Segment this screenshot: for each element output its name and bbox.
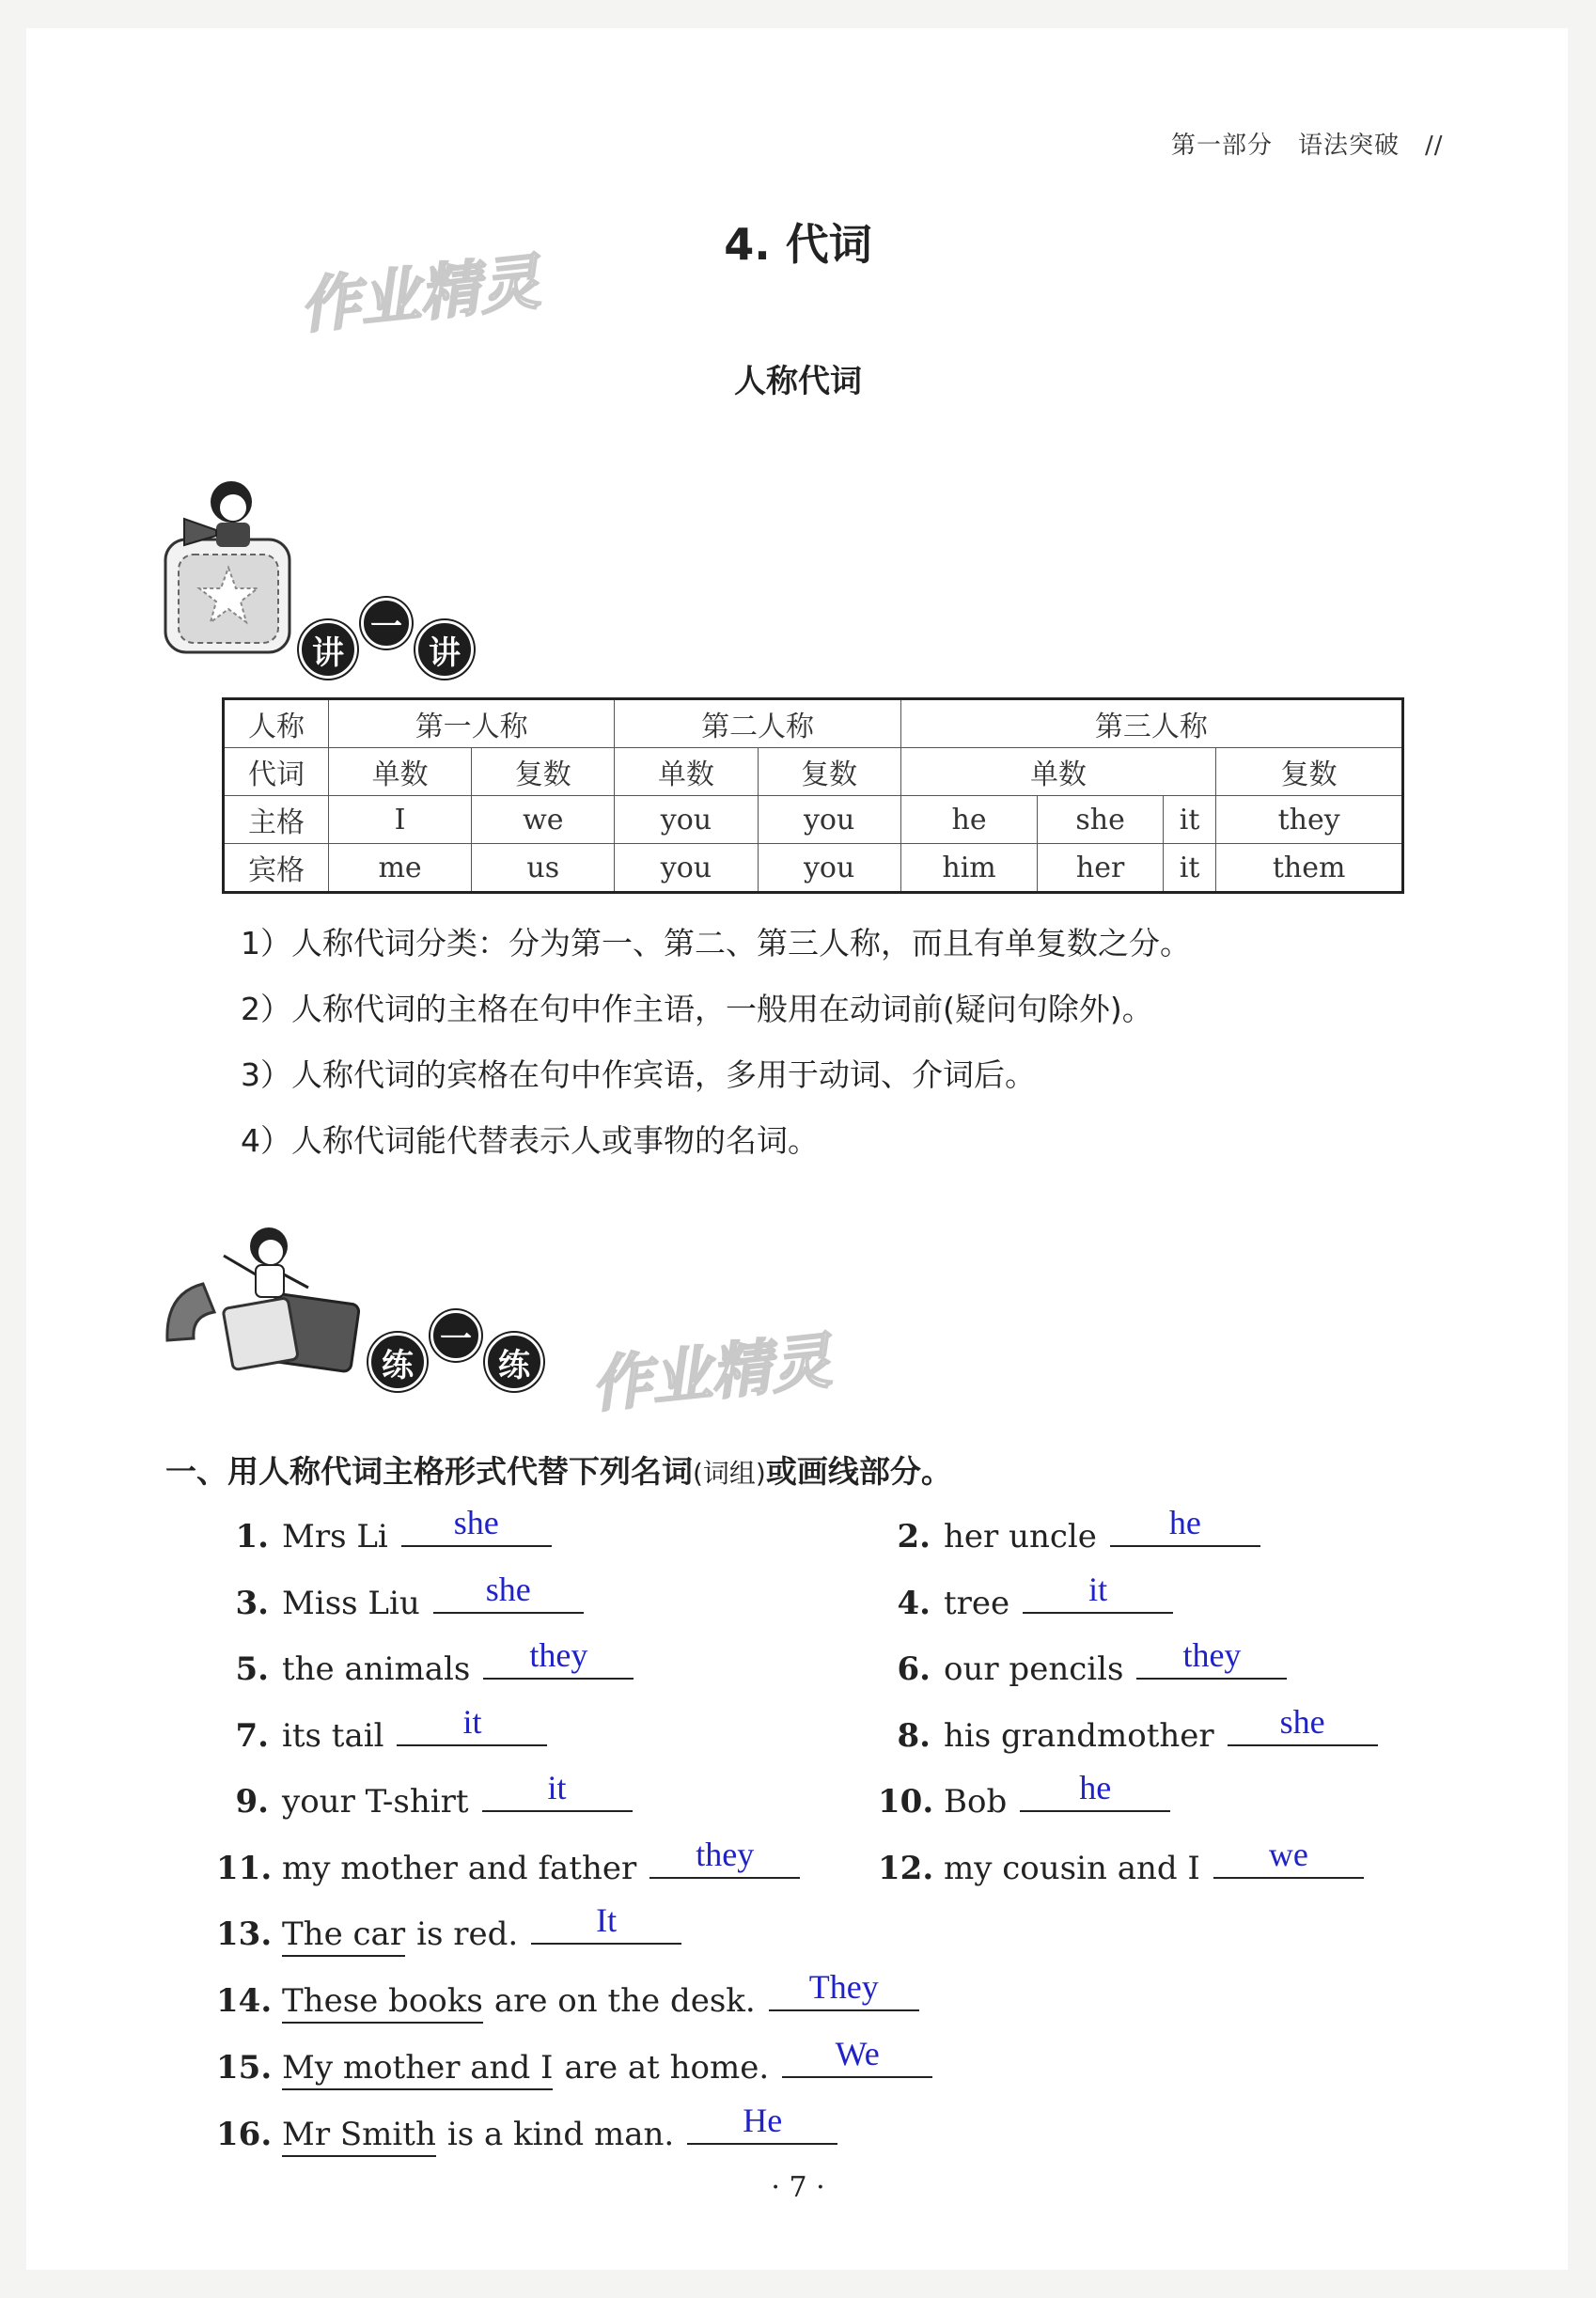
item-number: 1. [235, 1518, 269, 1555]
item-number: 16. [216, 2116, 273, 2153]
girl-megaphone-illustration [158, 476, 318, 664]
handwritten-answer: we [1268, 1836, 1308, 1873]
item-number: 10. [878, 1783, 934, 1821]
handwritten-answer: they [696, 1836, 755, 1873]
item-prompt: the animals [282, 1650, 471, 1688]
learn-badge [299, 598, 474, 679]
handwritten-answer: they [529, 1636, 588, 1674]
answer-blank[interactable] [1023, 1571, 1173, 1614]
exercise-item [878, 1504, 1260, 1555]
exercise-item [216, 1769, 633, 1821]
handwritten-answer: They [808, 1968, 879, 2006]
item-number: 12. [878, 1850, 934, 1887]
table-cell: me [329, 844, 472, 893]
number-header: 复数 [1216, 748, 1403, 796]
item-number: 7. [235, 1717, 269, 1755]
item-number: 9. [235, 1783, 269, 1821]
exercise-item [216, 1901, 681, 1953]
heading-paren: (词组) [693, 1458, 766, 1489]
number-header: 单数 [900, 748, 1216, 796]
page-number: · 7 · [771, 2171, 825, 2204]
item-prompt: your T-shirt [282, 1783, 469, 1821]
exercise-item [216, 2102, 837, 2153]
handwritten-answer: it [462, 1703, 482, 1741]
answer-blank[interactable] [687, 2102, 837, 2145]
answer-blank[interactable] [649, 1836, 800, 1879]
underlined-phrase: These books [282, 1980, 483, 2024]
exercise-item [216, 2035, 932, 2087]
badge-char: 讲 [415, 620, 474, 679]
exercise-item [878, 1571, 1173, 1622]
handwritten-answer: he [1168, 1504, 1201, 1541]
exercise-item [878, 1636, 1287, 1688]
item-prompt: tree [944, 1585, 1010, 1622]
table-cell: you [615, 844, 758, 893]
sentence-rest: is a kind man. [446, 2116, 675, 2153]
table-row [224, 748, 1403, 796]
person-header: 第二人称 [615, 699, 900, 748]
item-number: 15. [216, 2049, 273, 2087]
handwritten-answer: It [596, 1901, 618, 1939]
rule-note: 4）人称代词能代替表示人或事物的名词。 [241, 1122, 819, 1159]
item-prompt: our pencils [944, 1650, 1124, 1688]
underlined-phrase: The car [282, 1914, 405, 1957]
exercise-item [216, 1571, 584, 1622]
table-cell: her [1038, 844, 1163, 893]
badge-char: 一 [430, 1310, 481, 1361]
item-prompt: my cousin and I [944, 1850, 1200, 1887]
answer-blank[interactable] [782, 2035, 932, 2078]
number-header: 复数 [472, 748, 615, 796]
person-header: 第一人称 [329, 699, 615, 748]
answer-blank[interactable] [769, 1968, 919, 2011]
exercise-item [216, 1504, 552, 1555]
table-cell: them [1216, 844, 1403, 893]
watermark-logo: 作业精灵 [587, 1326, 835, 1422]
handwritten-answer: she [453, 1504, 499, 1541]
rule-note: 1）人称代词分类：分为第一、第二、第三人称，而且有单复数之分。 [241, 925, 1191, 961]
table-row [224, 699, 1403, 748]
item-prompt: Bob [944, 1783, 1008, 1821]
handwritten-answer: it [1088, 1571, 1108, 1608]
practice-badge [368, 1310, 543, 1391]
number-header: 单数 [329, 748, 472, 796]
answer-blank[interactable] [1136, 1636, 1287, 1680]
table-cell: it [1163, 844, 1216, 893]
sentence-rest: are at home. [564, 2049, 770, 2087]
item-number: 11. [216, 1850, 273, 1887]
table-cell: we [472, 796, 615, 844]
person-header: 第三人称 [900, 699, 1402, 748]
answer-blank[interactable] [1228, 1703, 1378, 1746]
page-title: 4. 代词 [724, 219, 872, 270]
handwritten-answer: she [485, 1571, 531, 1608]
rule-note: 2）人称代词的主格在句中作主语，一般用在动词前(疑问句除外)。 [241, 991, 1153, 1027]
exercise-item [216, 1703, 547, 1755]
item-prompt: Mrs Li [282, 1518, 388, 1555]
answer-blank[interactable] [1110, 1504, 1260, 1547]
number-header: 单数 [615, 748, 758, 796]
badge-char: 练 [485, 1333, 543, 1391]
answer-blank[interactable] [531, 1901, 681, 1945]
pronoun-table [222, 697, 1404, 894]
heading-text: 一、用人称代词主格形式代替下列名词 [165, 1453, 693, 1490]
table-cell: it [1163, 796, 1216, 844]
heading-tail: 或画线部分。 [765, 1453, 952, 1490]
item-number: 2. [897, 1518, 931, 1555]
exercise-item [878, 1836, 1364, 1887]
handwritten-answer: they [1182, 1636, 1242, 1674]
exercise-item [216, 1636, 634, 1688]
item-number: 6. [897, 1650, 931, 1688]
running-header: 第一部分 语法突破 // [1171, 132, 1444, 160]
item-prompt: Miss Liu [282, 1585, 420, 1622]
watermark-logo: 作业精灵 [296, 247, 543, 343]
exercise-item [216, 1836, 800, 1887]
handwritten-answer: He [743, 2102, 783, 2139]
rule-note: 3）人称代词的宾格在句中作宾语，多用于动词、介词后。 [241, 1056, 1036, 1093]
answer-blank[interactable] [483, 1636, 634, 1680]
number-header: 复数 [758, 748, 900, 796]
underlined-phrase: My mother and I [282, 2047, 553, 2090]
table-cell: he [900, 796, 1038, 844]
item-number: 13. [216, 1915, 273, 1953]
table-cell: you [758, 796, 900, 844]
table-cell: she [1038, 796, 1163, 844]
row-header: 宾格 [224, 844, 329, 893]
item-number: 4. [897, 1585, 931, 1622]
table-cell: I [329, 796, 472, 844]
exercise-heading [165, 1447, 952, 1492]
handwritten-answer: We [835, 2035, 880, 2072]
handwritten-answer: he [1079, 1769, 1112, 1806]
table-cell: you [615, 796, 758, 844]
answer-blank[interactable] [482, 1769, 633, 1812]
item-prompt: his grandmother [944, 1717, 1214, 1755]
table-cell: him [900, 844, 1038, 893]
table-cell: you [758, 844, 900, 893]
exercise-item [878, 1769, 1170, 1821]
handwritten-answer: it [547, 1769, 567, 1806]
answer-blank[interactable] [1213, 1836, 1364, 1879]
item-prompt: her uncle [944, 1518, 1097, 1555]
exercise-item [216, 1968, 919, 2020]
row-header: 代词 [224, 748, 329, 796]
table-row [224, 844, 1403, 893]
row-header: 主格 [224, 796, 329, 844]
girl-books-illustration [158, 1218, 374, 1378]
item-number: 3. [235, 1585, 269, 1622]
answer-blank[interactable] [1020, 1769, 1170, 1812]
item-prompt: my mother and father [282, 1850, 637, 1887]
item-prompt: its tail [282, 1717, 384, 1755]
answer-blank[interactable] [401, 1504, 552, 1547]
badge-char: 讲 [299, 620, 357, 679]
item-number: 5. [235, 1650, 269, 1688]
answer-blank[interactable] [433, 1571, 584, 1614]
badge-char: 一 [361, 598, 412, 649]
item-number: 14. [216, 1982, 273, 2020]
badge-char: 练 [368, 1333, 427, 1391]
table-cell: us [472, 844, 615, 893]
table-cell: they [1216, 796, 1403, 844]
sentence-rest: is red. [416, 1915, 519, 1953]
row-header: 人称 [224, 699, 329, 748]
item-number: 8. [897, 1717, 931, 1755]
section-subtitle: 人称代词 [734, 363, 862, 400]
exercise-item [878, 1703, 1378, 1755]
answer-blank[interactable] [397, 1703, 547, 1746]
underlined-phrase: Mr Smith [282, 2114, 436, 2157]
table-row [224, 796, 1403, 844]
handwritten-answer: she [1279, 1703, 1325, 1741]
sentence-rest: are on the desk. [493, 1982, 756, 2020]
